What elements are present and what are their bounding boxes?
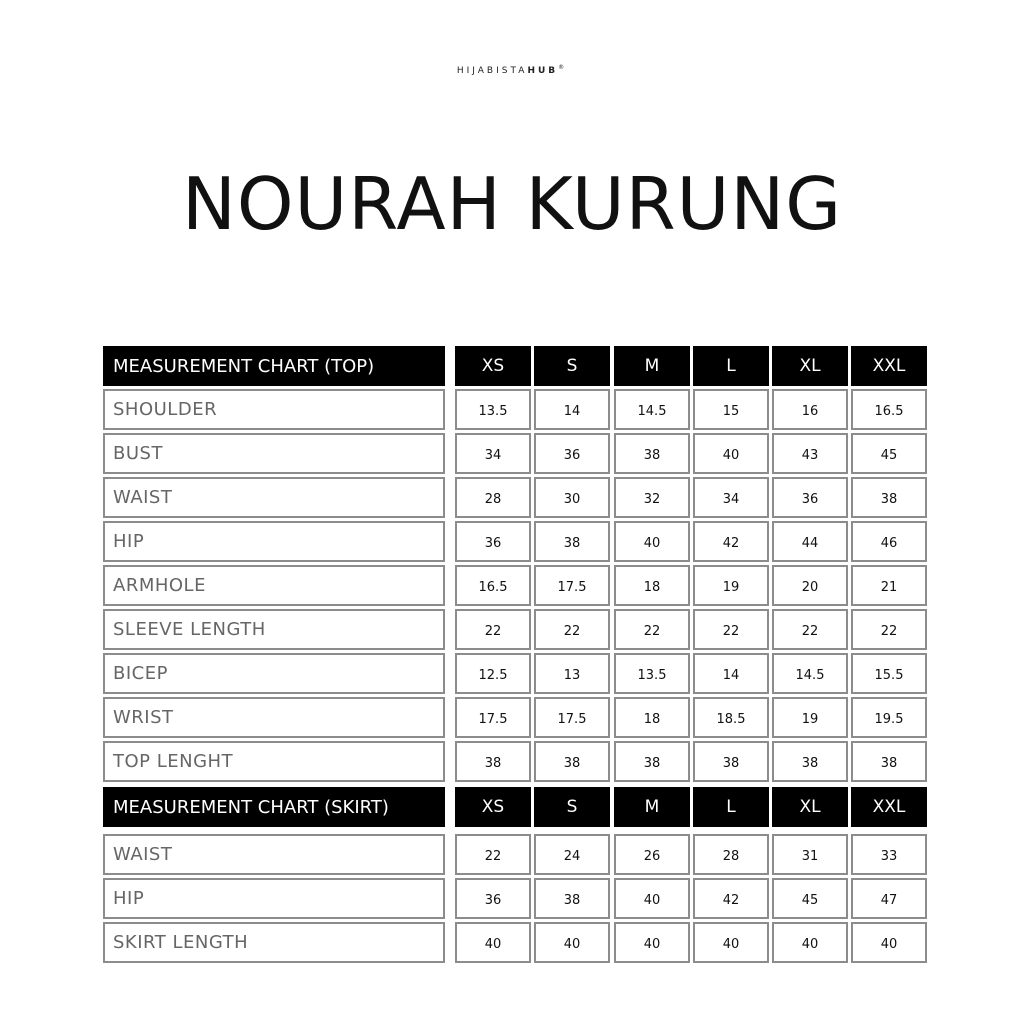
measurement-value: 14 bbox=[693, 653, 769, 694]
brand-bold: HUB bbox=[527, 66, 559, 76]
measurement-label: ARMHOLE bbox=[103, 565, 445, 606]
measurement-value: 26 bbox=[614, 834, 690, 875]
measurement-value: 36 bbox=[534, 433, 610, 474]
measurement-value: 38 bbox=[772, 741, 848, 782]
measurement-value: 42 bbox=[693, 521, 769, 562]
measurement-value: 22 bbox=[614, 609, 690, 650]
measurement-value: 36 bbox=[455, 521, 531, 562]
measurement-value: 45 bbox=[851, 433, 927, 474]
size-header: XS bbox=[455, 346, 531, 386]
table-title: MEASUREMENT CHART (TOP) bbox=[103, 346, 445, 386]
measurement-value: 36 bbox=[772, 477, 848, 518]
measurement-label: BICEP bbox=[103, 653, 445, 694]
measurement-value: 31 bbox=[772, 834, 848, 875]
measurement-value: 17.5 bbox=[455, 697, 531, 738]
measurement-value: 38 bbox=[614, 741, 690, 782]
measurement-value: 14 bbox=[534, 389, 610, 430]
size-header: S bbox=[534, 346, 610, 386]
page-title: NOURAH KURUNG bbox=[182, 162, 842, 246]
measurement-value: 40 bbox=[693, 922, 769, 963]
measurement-value: 12.5 bbox=[455, 653, 531, 694]
measurement-value: 22 bbox=[534, 609, 610, 650]
size-header: XS bbox=[455, 787, 531, 827]
measurement-value: 40 bbox=[534, 922, 610, 963]
measurement-label: BUST bbox=[103, 433, 445, 474]
size-header: L bbox=[693, 787, 769, 827]
measurement-value: 22 bbox=[851, 609, 927, 650]
measurement-label: SLEEVE LENGTH bbox=[103, 609, 445, 650]
measurement-value: 47 bbox=[851, 878, 927, 919]
measurement-value: 36 bbox=[455, 878, 531, 919]
measurement-value: 22 bbox=[455, 609, 531, 650]
measurement-value: 20 bbox=[772, 565, 848, 606]
size-header: M bbox=[614, 787, 690, 827]
measurement-value: 13 bbox=[534, 653, 610, 694]
measurement-value: 34 bbox=[693, 477, 769, 518]
measurement-value: 13.5 bbox=[614, 653, 690, 694]
measurement-value: 30 bbox=[534, 477, 610, 518]
measurement-value: 21 bbox=[851, 565, 927, 606]
measurement-value: 17.5 bbox=[534, 565, 610, 606]
measurement-value: 38 bbox=[851, 477, 927, 518]
measurement-value: 16.5 bbox=[455, 565, 531, 606]
measurement-value: 18 bbox=[614, 697, 690, 738]
measurement-value: 40 bbox=[614, 878, 690, 919]
measurement-value: 44 bbox=[772, 521, 848, 562]
measurement-value: 38 bbox=[851, 741, 927, 782]
size-header: XL bbox=[772, 787, 848, 827]
measurement-value: 16 bbox=[772, 389, 848, 430]
measurement-label: SKIRT LENGTH bbox=[103, 922, 445, 963]
measurement-value: 15 bbox=[693, 389, 769, 430]
measurement-value: 40 bbox=[614, 922, 690, 963]
measurement-value: 38 bbox=[534, 521, 610, 562]
brand-mark: ® bbox=[558, 64, 568, 71]
measurement-label: SHOULDER bbox=[103, 389, 445, 430]
measurement-value: 34 bbox=[455, 433, 531, 474]
measurement-value: 19.5 bbox=[851, 697, 927, 738]
measurement-value: 22 bbox=[455, 834, 531, 875]
measurement-value: 22 bbox=[772, 609, 848, 650]
measurement-label: HIP bbox=[103, 878, 445, 919]
measurement-value: 42 bbox=[693, 878, 769, 919]
measurement-value: 28 bbox=[693, 834, 769, 875]
size-header: XXL bbox=[851, 787, 927, 827]
measurement-value: 28 bbox=[455, 477, 531, 518]
brand-logo bbox=[0, 64, 1024, 76]
measurement-value: 40 bbox=[614, 521, 690, 562]
measurement-value: 43 bbox=[772, 433, 848, 474]
measurement-value: 38 bbox=[455, 741, 531, 782]
measurement-label: WRIST bbox=[103, 697, 445, 738]
measurement-value: 18 bbox=[614, 565, 690, 606]
measurement-label: TOP LENGHT bbox=[103, 741, 445, 782]
measurement-value: 38 bbox=[693, 741, 769, 782]
measurement-value: 40 bbox=[693, 433, 769, 474]
measurement-value: 38 bbox=[534, 741, 610, 782]
measurement-value: 16.5 bbox=[851, 389, 927, 430]
measurement-value: 15.5 bbox=[851, 653, 927, 694]
size-header: S bbox=[534, 787, 610, 827]
measurement-value: 40 bbox=[772, 922, 848, 963]
measurement-label: HIP bbox=[103, 521, 445, 562]
measurement-value: 14.5 bbox=[772, 653, 848, 694]
measurement-label: WAIST bbox=[103, 834, 445, 875]
measurement-value: 46 bbox=[851, 521, 927, 562]
measurement-value: 19 bbox=[693, 565, 769, 606]
measurement-value: 32 bbox=[614, 477, 690, 518]
measurement-value: 22 bbox=[693, 609, 769, 650]
measurement-value: 33 bbox=[851, 834, 927, 875]
brand-light: HIJABISTA bbox=[456, 66, 528, 76]
measurement-value: 18.5 bbox=[693, 697, 769, 738]
measurement-value: 38 bbox=[614, 433, 690, 474]
measurement-value: 38 bbox=[534, 878, 610, 919]
size-header: M bbox=[614, 346, 690, 386]
measurement-value: 14.5 bbox=[614, 389, 690, 430]
measurement-value: 40 bbox=[455, 922, 531, 963]
size-header: XL bbox=[772, 346, 848, 386]
measurement-label: WAIST bbox=[103, 477, 445, 518]
table-title: MEASUREMENT CHART (SKIRT) bbox=[103, 787, 445, 827]
measurement-value: 24 bbox=[534, 834, 610, 875]
measurement-value: 19 bbox=[772, 697, 848, 738]
measurement-value: 45 bbox=[772, 878, 848, 919]
measurement-value: 17.5 bbox=[534, 697, 610, 738]
measurement-value: 13.5 bbox=[455, 389, 531, 430]
measurement-value: 40 bbox=[851, 922, 927, 963]
size-header: XXL bbox=[851, 346, 927, 386]
size-header: L bbox=[693, 346, 769, 386]
